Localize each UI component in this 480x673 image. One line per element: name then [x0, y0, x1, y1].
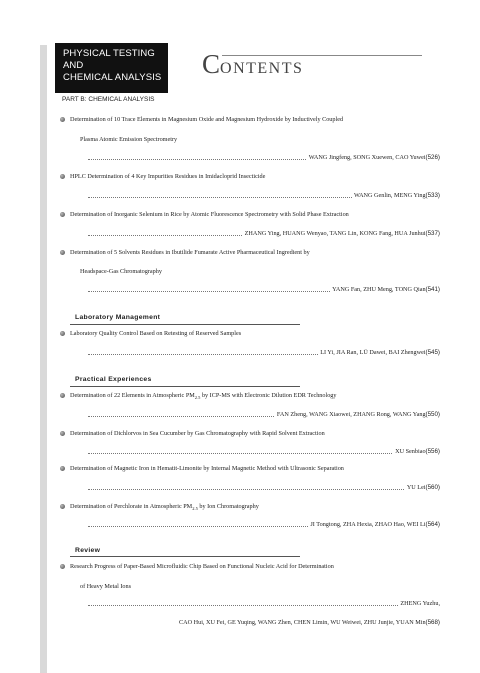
contents-rest: ONTENTS [220, 60, 304, 77]
entry-authors-continued: CAO Hui, XU Fei, GE Yuqing, WANG Zhen, CHEN Limin, WU Weiwei, ZHU Junjie, YUAN Min(568) [179, 619, 440, 626]
entry-authors: JI Tongtong, ZHA Hexia, ZHAO Hao, WEI Li(564) [310, 521, 440, 528]
toc-entry[interactable] [60, 563, 440, 629]
section-rule [70, 556, 300, 557]
journal-title-line: CHEMICAL ANALYSIS [63, 72, 162, 83]
toc-entry[interactable] [60, 430, 440, 460]
entry-title: Laboratory Quality Control Based on Retesting of Reserved Samples [70, 330, 242, 337]
entry-title: Determination of Inorganic Selenium in Rice by Atomic Fluorescence Spectrometry with Solid Phase Extraction [70, 211, 349, 218]
bullet-icon [60, 564, 65, 569]
spine-top-gap [0, 0, 47, 45]
entry-authors: WANG Jingfeng, SONG Xuewen, CAO Yuwei(526) [308, 154, 440, 161]
bullet-icon [60, 250, 65, 255]
section-rule [70, 386, 300, 387]
entry-title: Determination of Dichlorvos in Sea Cucumber by Gas Chromatography with Rapid Solvent Extraction [70, 430, 325, 437]
entry-authors: XU Senbiao(556) [395, 448, 440, 455]
page-number: (537) [425, 230, 440, 237]
bullet-icon [60, 504, 65, 509]
page-number: (533) [425, 192, 440, 199]
leader-dots [88, 192, 440, 200]
leader-dots [88, 600, 440, 608]
leader-dots [88, 286, 440, 294]
page-number: (550) [425, 411, 440, 418]
leader-dots [88, 448, 440, 456]
entry-title: Determination of Perchlorate in Atmospheric $PM_{2.5}$ by Ion Chromatography [70, 503, 259, 512]
entry-title: Determination of 5 Solvents Residues in Ibutilide Fumarate Active Pharmaceutical Ingredient by [70, 249, 310, 256]
journal-title-box [55, 43, 168, 93]
entry-title: HPLC Determination of 4 Key Impurities Residues in Imidacloprid Insecticide [70, 173, 266, 180]
journal-title-line: AND [63, 60, 84, 71]
entry-authors: ZHENG Yuzhu, [400, 600, 440, 607]
entry-title: Headspace-Gas Chromatography [80, 268, 162, 275]
entry-title: Determination of 22 Elements in Atmospheric $PM_{2.5}$ by ICP-MS with Electronic Dilution EDR Technology [70, 392, 337, 401]
page-number: (541) [425, 286, 440, 293]
journal-title-line: PHYSICAL TESTING [63, 48, 155, 59]
entry-title: Research Progress of Paper-Based Microfluidic Chip Based on Functional Nucleic Acid for Determination [70, 563, 334, 570]
leader-dots [88, 230, 440, 238]
bullet-icon [60, 466, 65, 471]
page-number: (568) [425, 619, 440, 626]
toc-entry[interactable] [60, 392, 440, 422]
leader-dots [88, 484, 440, 492]
page-number: (564) [425, 521, 440, 528]
section-heading: Review [75, 547, 101, 554]
toc-entry[interactable] [60, 330, 440, 360]
leader-dots [88, 411, 440, 419]
page-number: (545) [425, 349, 440, 356]
toc-entry[interactable] [60, 173, 440, 203]
toc-entry[interactable] [60, 116, 440, 166]
bullet-icon [60, 431, 65, 436]
entry-authors: FAN Zheng, WANG Xiaowei, ZHANG Rong, WANG Yang(550) [276, 411, 440, 418]
toc-entry[interactable] [60, 211, 440, 241]
entry-authors: WANG Genlin, MENG Ying(533) [353, 192, 440, 199]
entry-authors: ZHANG Ying, HUANG Wenyao, TANG Lin, KONG Fang, HUA Junhui(537) [244, 230, 440, 237]
section-heading: Laboratory Management [75, 314, 161, 321]
bullet-icon [60, 117, 65, 122]
entry-authors: LI Yi, JIA Ran, LÜ Dawei, BAI Zhengwei(545) [320, 349, 440, 356]
page-number: (526) [425, 154, 440, 161]
page-number: (560) [425, 484, 440, 491]
contents-initial: C [202, 49, 221, 79]
bullet-icon [60, 331, 65, 336]
entry-title: Determination of Magnetic Iron in Hematit-Limonite by Internal Magnetic Method with Ultrasonic Separation [70, 465, 344, 472]
toc-entry[interactable] [60, 503, 440, 533]
part-label: PART B: CHEMICAL ANALYSIS [62, 96, 155, 103]
entry-authors: YANG Fan, ZHU Meng, TONG Qian(541) [332, 286, 440, 293]
page-spine [40, 0, 47, 673]
leader-dots [88, 154, 440, 162]
section-heading: Practical Experiences [75, 376, 152, 383]
bullet-icon [60, 174, 65, 179]
toc-entry[interactable] [60, 249, 440, 299]
bullet-icon [60, 212, 65, 217]
toc-entry[interactable] [60, 465, 440, 495]
contents-heading [202, 49, 303, 80]
section-rule [70, 324, 300, 325]
bullet-icon [60, 393, 65, 398]
leader-dots [88, 349, 440, 357]
page-number: (556) [425, 448, 440, 455]
leader-dots [88, 521, 440, 529]
entry-authors: YU Lei(560) [406, 484, 440, 491]
contents-rule [222, 55, 422, 56]
entry-title: Determination of 10 Trace Elements in Magnesium Oxide and Magnesium Hydroxide by Inductively Coupled [70, 116, 344, 123]
entry-title: Plasma Atomic Emission Spectrometry [80, 136, 178, 143]
entry-title: of Heavy Metal Ions [80, 583, 132, 590]
